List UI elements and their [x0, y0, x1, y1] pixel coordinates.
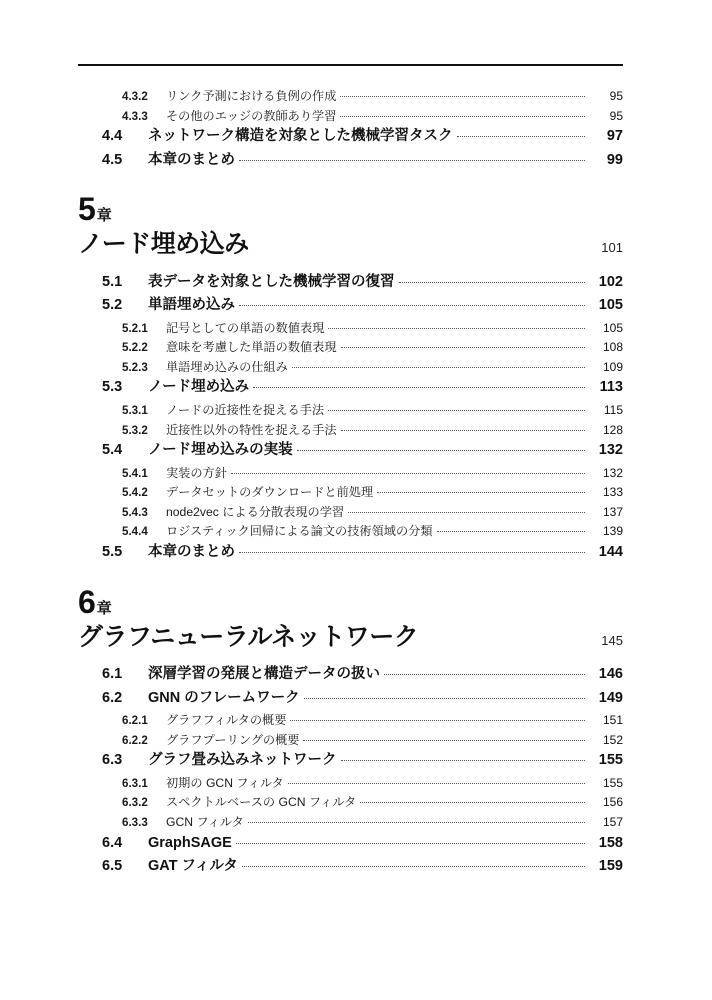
toc-entry[interactable]: [78, 404, 623, 417]
toc-entry-number: 5.4.2: [122, 486, 148, 500]
toc-entry-number: 6.5: [102, 858, 123, 874]
toc-entry-page-number: 109: [602, 359, 623, 374]
toc-leader-dots: [384, 674, 585, 675]
toc-content: [78, 90, 623, 883]
toc-entry-page-number: 151: [602, 713, 623, 728]
toc-leader-dots: [290, 720, 585, 721]
toc-leader-dots: [341, 430, 585, 431]
toc-leader-dots: [457, 136, 586, 137]
toc-entry-title: ロジスティック回帰による論文の技術領域の分類: [166, 524, 433, 539]
toc-entry-number: 4.3.3: [122, 109, 148, 123]
chapter-number-line: [78, 583, 623, 620]
toc-leader-dots: [297, 450, 585, 451]
toc-leader-dots: [340, 96, 585, 97]
toc-entry[interactable]: [78, 816, 623, 829]
chapter-page-number: 101: [601, 240, 623, 256]
toc-entry-number: 4.4: [102, 128, 123, 145]
toc-entry[interactable]: [78, 153, 623, 168]
toc-entry-title: データセットのダウンロードと前処理: [166, 485, 374, 500]
toc-entry-number: 6.3.3: [122, 815, 148, 829]
toc-entry[interactable]: [78, 836, 623, 851]
toc-entry-page-number: 99: [606, 151, 623, 168]
toc-entry[interactable]: [78, 90, 623, 103]
toc-entry-title: その他のエッジの教師あり学習: [166, 108, 337, 123]
toc-leader-dots: [292, 367, 585, 368]
toc-entry-number: 4.5: [102, 151, 123, 168]
toc-entry-page-number: 155: [598, 752, 623, 769]
chapter-number: 6: [78, 583, 95, 620]
toc-entry-title: 意味を考慮した単語の数値表現: [166, 340, 337, 355]
toc-entry-page-number: 146: [598, 666, 623, 683]
toc-entry[interactable]: [78, 380, 623, 395]
toc-entry[interactable]: [78, 753, 623, 768]
toc-entry-number: 6.3: [102, 752, 123, 769]
chapter-page-number: 145: [601, 632, 623, 648]
toc-entry-number: 5.5: [102, 544, 123, 561]
toc-leader-dots: [303, 740, 585, 741]
toc-entry-number: 5.4.4: [122, 525, 148, 539]
toc-entry[interactable]: [78, 714, 623, 727]
toc-entry-title: ノード埋め込みの実装: [148, 442, 293, 459]
toc-entry-page-number: 144: [598, 544, 623, 561]
toc-entry-title: GraphSAGE: [148, 834, 232, 851]
toc-entry-number: 6.1: [102, 666, 123, 683]
toc-entry-title: 初期の GCN フィルタ: [166, 775, 284, 790]
toc-entry-page-number: 128: [602, 422, 623, 437]
toc-entry[interactable]: [78, 506, 623, 519]
chapter-suffix: 章: [96, 599, 112, 617]
toc-entry-title: スペクトルベースの GCN フィルタ: [166, 795, 357, 810]
toc-entry-number: 5.2: [102, 297, 123, 314]
chapter-heading[interactable]: [78, 583, 623, 652]
toc-entry-title: ネットワーク構造を対象とした機械学習タスク: [148, 128, 453, 145]
toc-entry-title: 単語埋め込みの仕組み: [166, 359, 288, 374]
toc-entry-page-number: 102: [598, 273, 623, 290]
toc-entry-page-number: 137: [602, 504, 623, 519]
toc-leader-dots: [399, 282, 586, 283]
toc-leader-dots: [360, 802, 585, 803]
toc-entry[interactable]: [78, 667, 623, 682]
toc-leader-dots: [288, 783, 585, 784]
chapter-number-line: [78, 191, 623, 228]
toc-entry-number: 5.4.1: [122, 466, 148, 480]
toc-entry-title: グラフ畳み込みネットワーク: [148, 752, 337, 769]
toc-leader-dots: [304, 698, 585, 699]
toc-entry[interactable]: [78, 734, 623, 747]
toc-entry-page-number: 105: [602, 320, 623, 335]
toc-entry[interactable]: [78, 424, 623, 437]
toc-entry-number: 5.3: [102, 379, 123, 396]
toc-leader-dots: [328, 328, 585, 329]
toc-entry-title: 本章のまとめ: [148, 544, 235, 561]
chapter-heading[interactable]: [78, 193, 623, 259]
toc-entry[interactable]: [78, 486, 623, 499]
chapter-title: ノード埋め込み: [78, 230, 249, 259]
toc-entry[interactable]: [78, 777, 623, 790]
chapter-title: グラフニューラルネットワーク: [78, 622, 419, 651]
toc-leader-dots: [341, 760, 586, 761]
toc-entry-title: リンク予測における負例の作成: [166, 89, 337, 103]
toc-entry-page-number: 158: [598, 834, 623, 851]
toc-entry-page-number: 152: [602, 732, 623, 747]
toc-entry[interactable]: [78, 525, 623, 538]
toc-leader-dots: [239, 160, 585, 161]
toc-entry-title: node2vec による分散表現の学習: [166, 504, 345, 519]
toc-entry[interactable]: [78, 275, 623, 290]
toc-leader-dots: [239, 552, 585, 553]
toc-leader-dots: [239, 305, 585, 306]
toc-entry-page-number: 149: [598, 689, 623, 706]
toc-entry-title: GNN のフレームワーク: [148, 689, 300, 706]
toc-entry-title: グラフプーリングの概要: [166, 732, 300, 747]
toc-entry[interactable]: [78, 545, 623, 560]
toc-entry[interactable]: [78, 341, 623, 354]
toc-leader-dots: [248, 822, 585, 823]
toc-entry-page-number: 159: [598, 858, 623, 874]
toc-entry-number: 5.2.3: [122, 360, 148, 374]
toc-entry-page-number: 113: [599, 379, 623, 396]
toc-entry-page-number: 133: [602, 485, 623, 500]
toc-entry-title: 近接性以外の特性を捉える手法: [166, 422, 337, 437]
toc-entry-title: 表データを対象とした機械学習の復習: [148, 273, 395, 290]
toc-leader-dots: [328, 410, 585, 411]
toc-entry-title: グラフフィルタの概要: [166, 713, 287, 728]
toc-entry-page-number: 95: [609, 108, 623, 123]
toc-entry-number: 6.3.1: [122, 776, 148, 790]
toc-entry-number: 5.4: [102, 442, 123, 459]
toc-entry-number: 6.2.1: [122, 714, 148, 728]
toc-entry-title: 単語埋め込み: [148, 297, 235, 314]
toc-entry-number: 5.2.2: [122, 341, 148, 355]
toc-entry-title: ノードの近接性を捉える手法: [166, 402, 325, 417]
toc-entry-title: 記号としての単語の数値表現: [166, 320, 325, 335]
toc-entry-page-number: 132: [602, 465, 623, 480]
toc-entry-page-number: 95: [609, 89, 623, 103]
toc-entry-title: GCN フィルタ: [166, 814, 244, 829]
toc-entry[interactable]: [78, 796, 623, 809]
toc-entry-number: 5.4.3: [122, 505, 148, 519]
toc-entry-page-number: 157: [602, 814, 623, 829]
toc-entry[interactable]: [78, 443, 623, 458]
toc-entry-title: 深層学習の発展と構造データの扱い: [148, 666, 380, 683]
toc-entry-title: ノード埋め込み: [148, 379, 250, 396]
header-rule: [78, 64, 623, 66]
toc-leader-dots: [253, 387, 585, 388]
toc-leader-dots: [437, 531, 585, 532]
toc-entry-title: GAT フィルタ: [148, 858, 238, 874]
toc-entry-title: 本章のまとめ: [148, 151, 235, 168]
toc-entry-number: 5.3.2: [122, 423, 148, 437]
chapter-title-line: [78, 231, 623, 259]
toc-leader-dots: [348, 512, 585, 513]
chapter-suffix: 章: [96, 207, 112, 225]
toc-entry[interactable]: [78, 691, 623, 706]
toc-entry[interactable]: [78, 110, 623, 123]
toc-leader-dots: [236, 843, 585, 844]
toc-entry[interactable]: [78, 859, 623, 874]
toc-entry[interactable]: [78, 298, 623, 313]
toc-entry[interactable]: [78, 322, 623, 335]
toc-entry-page-number: 132: [598, 442, 623, 459]
toc-entry-page-number: 105: [598, 297, 623, 314]
toc-entry-number: 5.2.1: [122, 321, 148, 335]
toc-entry-number: 5.1: [102, 273, 123, 290]
chapter-number: 5: [78, 191, 95, 228]
toc-entry-number: 6.4: [102, 834, 123, 851]
toc-leader-dots: [242, 866, 585, 867]
toc-entry-number: 5.3.1: [122, 403, 148, 417]
toc-leader-dots: [231, 473, 585, 474]
toc-leader-dots: [341, 347, 585, 348]
toc-entry[interactable]: [78, 467, 623, 480]
toc-entry-page-number: 139: [602, 524, 623, 539]
toc-entry-page-number: 97: [606, 128, 623, 145]
toc-entry[interactable]: [78, 129, 623, 144]
toc-entry-number: 6.3.2: [122, 796, 148, 810]
toc-entry-page-number: 156: [602, 795, 623, 810]
toc-entry-page-number: 115: [603, 402, 623, 417]
chapter-title-line: [78, 624, 623, 652]
toc-leader-dots: [340, 116, 585, 117]
toc-entry-page-number: 155: [602, 775, 623, 790]
toc-entry-number: 6.2.2: [122, 733, 148, 747]
toc-entry-title: 実装の方針: [166, 465, 227, 480]
toc-entry-number: 4.3.2: [122, 90, 148, 103]
toc-entry-page-number: 108: [602, 340, 623, 355]
toc-entry[interactable]: [78, 361, 623, 374]
toc-entry-number: 6.2: [102, 689, 123, 706]
toc-leader-dots: [377, 492, 585, 493]
